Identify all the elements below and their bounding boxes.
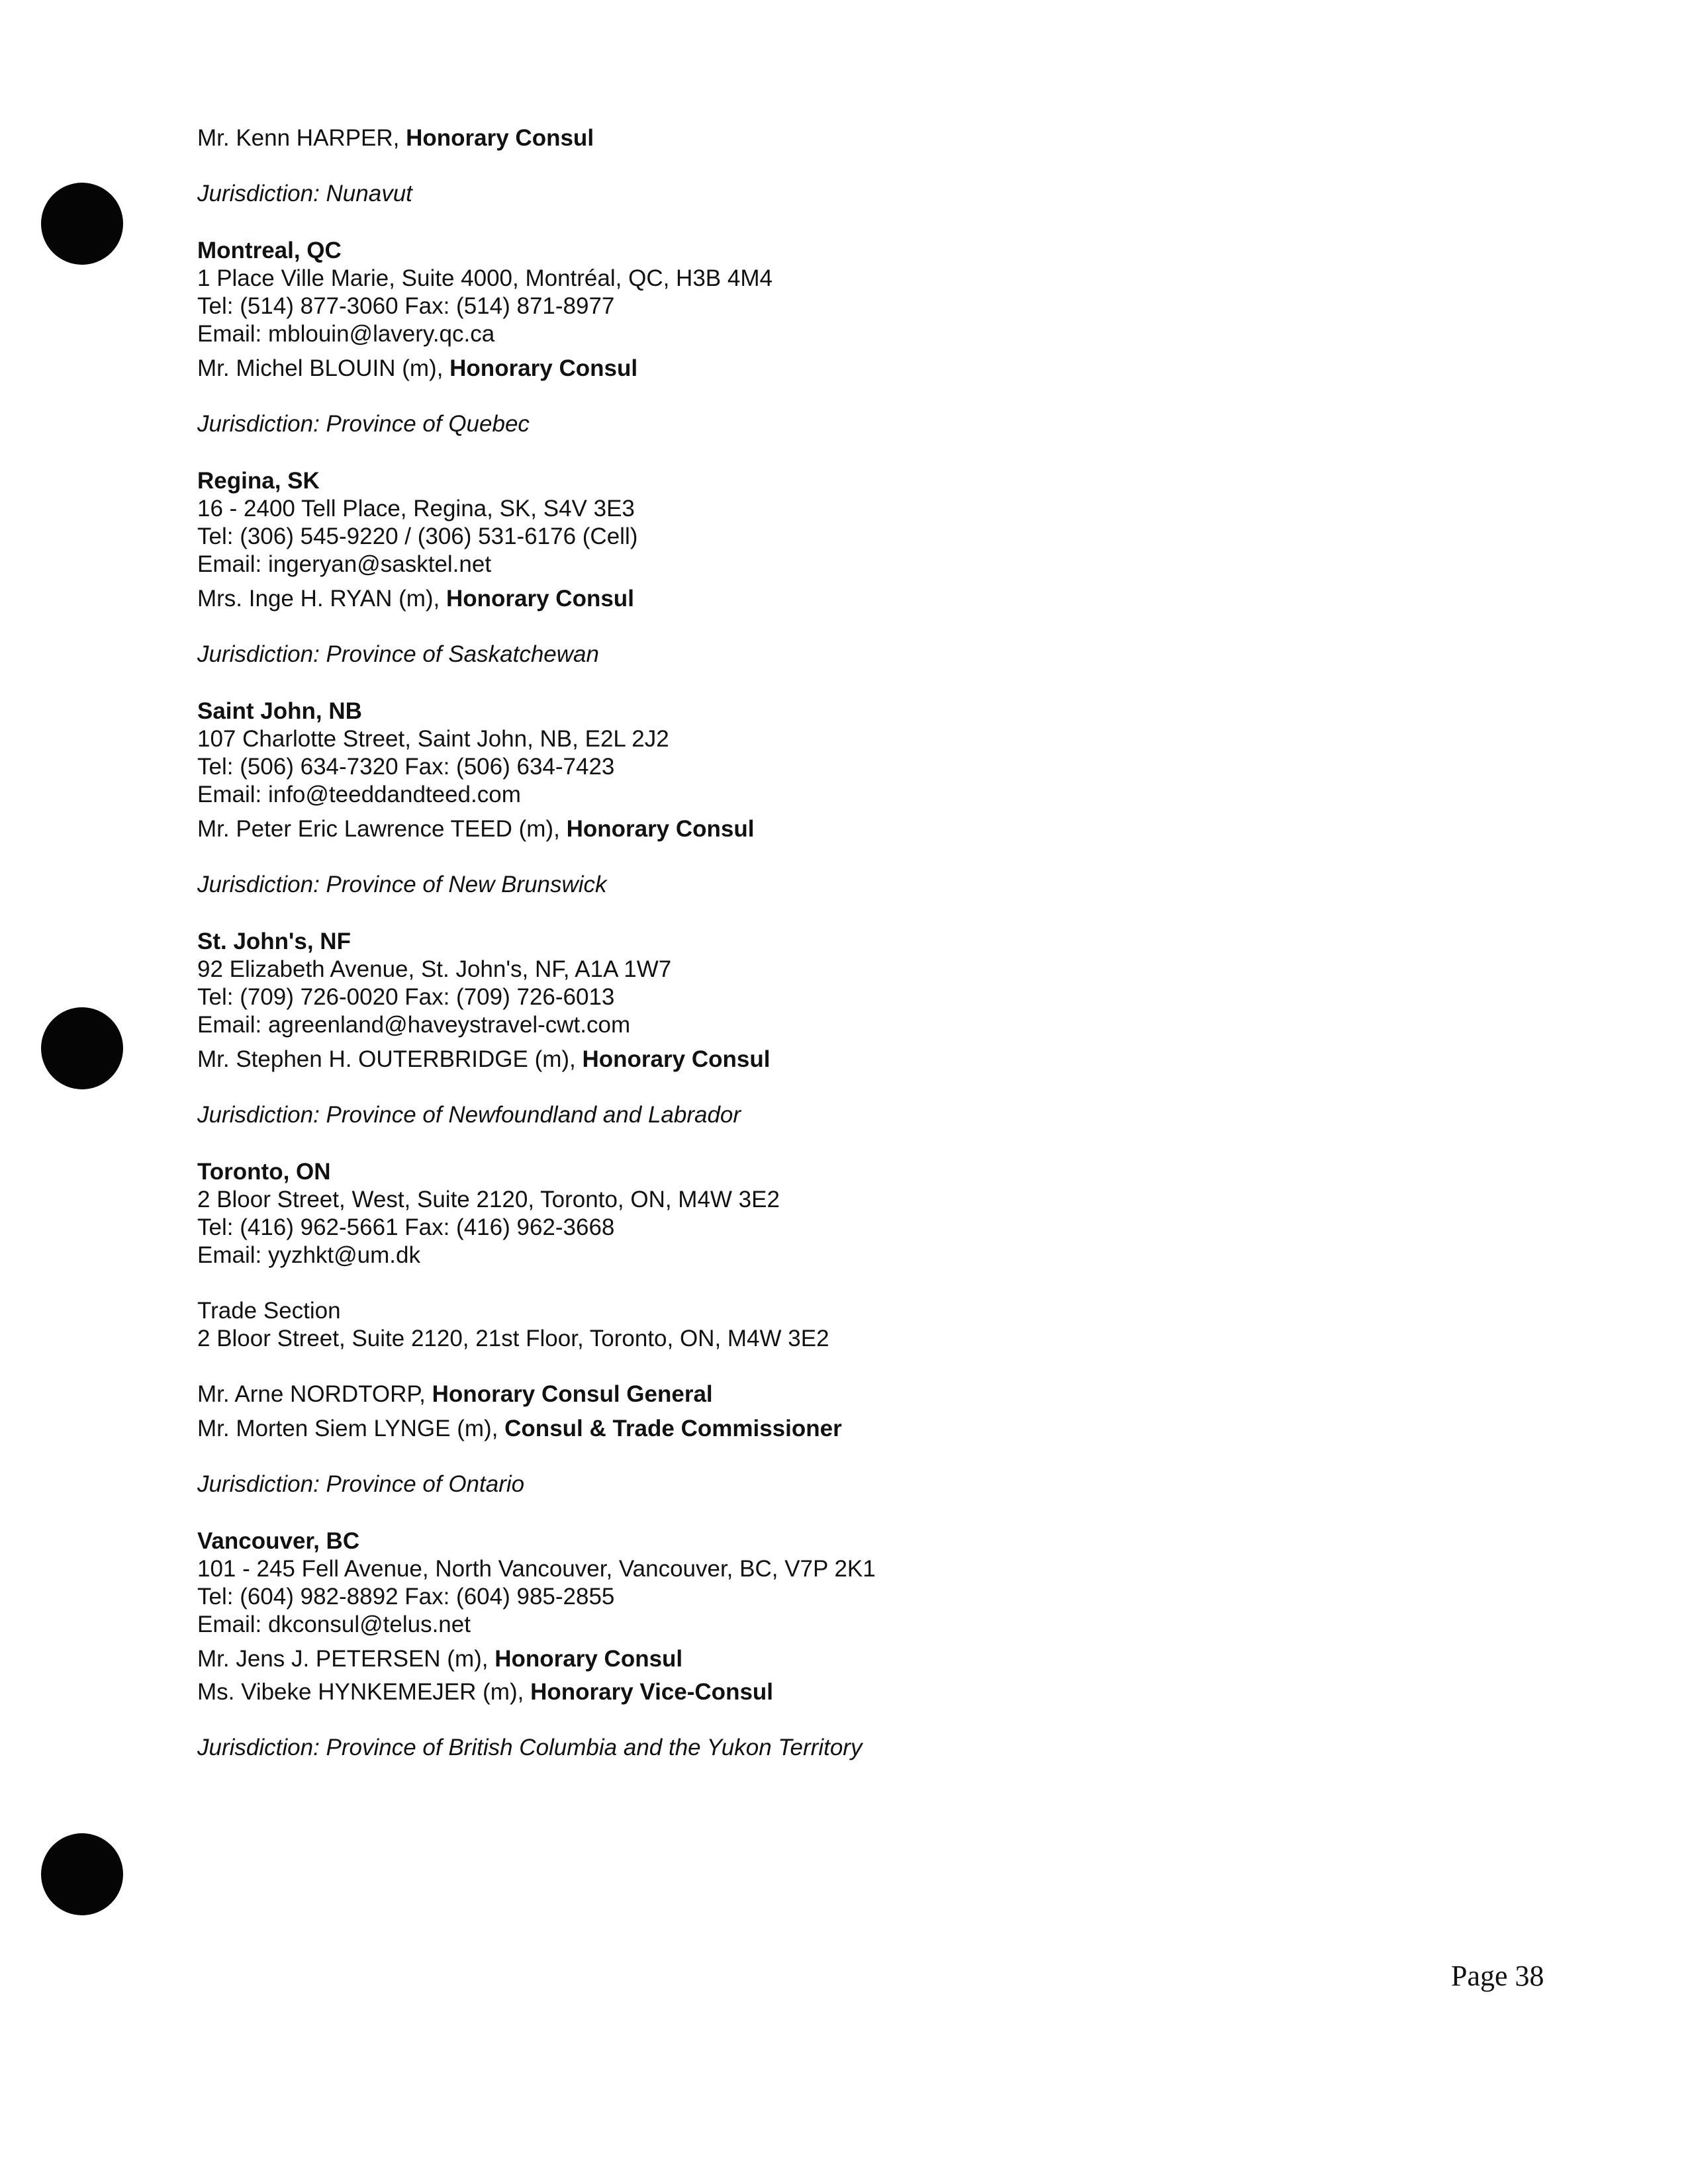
person-line [197, 1678, 1521, 1706]
city-heading: Toronto, ON [197, 1159, 331, 1185]
person-title: Honorary Consul General [432, 1381, 713, 1407]
address: 101 - 245 Fell Avenue, North Vancouver, Vancouver, BC, V7P 2K1 [197, 1556, 876, 1582]
person-line [197, 355, 1521, 383]
person-name: Mr. Jens J. PETERSEN (m), [197, 1646, 489, 1672]
person-title: Honorary Consul [582, 1046, 771, 1072]
phone-fax: Tel: (306) 545-9220 / (306) 531-6176 (Cell) [197, 523, 638, 549]
phone-fax: Tel: (709) 726-0020 Fax: (709) 726-6013 [197, 984, 615, 1010]
person-line [197, 815, 1521, 843]
address: 1 Place Ville Marie, Suite 4000, Montréal, QC, H3B 4M4 [197, 265, 773, 291]
city-heading: Saint John, NB [197, 698, 362, 724]
email: Email: mblouin@lavery.qc.ca [197, 321, 495, 347]
entry-st-johns [197, 928, 1521, 1129]
email: Email: yyzhkt@um.dk [197, 1242, 420, 1268]
entry-saint-john [197, 698, 1521, 899]
city-heading: Vancouver, BC [197, 1528, 360, 1554]
page-number: Page 38 [1451, 1960, 1544, 1992]
punch-hole-top [41, 183, 123, 265]
person-name: Ms. Vibeke HYNKEMEJER (m), [197, 1679, 524, 1705]
jurisdiction: Jurisdiction: Province of Saskatchewan [197, 641, 599, 667]
jurisdiction: Jurisdiction: Nunavut [197, 181, 412, 206]
city-heading: Regina, SK [197, 468, 320, 494]
city-heading: Montreal, QC [197, 238, 342, 263]
person-title: Honorary Consul [406, 125, 594, 151]
person-name: Mr. Stephen H. OUTERBRIDGE (m), [197, 1046, 576, 1072]
person-line [197, 1645, 1521, 1673]
punch-hole-middle [41, 1007, 123, 1089]
address: 2 Bloor Street, West, Suite 2120, Toronto, ON, M4W 3E2 [197, 1187, 780, 1212]
person-line [197, 124, 1521, 152]
phone-fax: Tel: (514) 877-3060 Fax: (514) 871-8977 [197, 293, 615, 319]
phone-fax: Tel: (416) 962-5661 Fax: (416) 962-3668 [197, 1214, 615, 1240]
person-title: Honorary Vice-Consul [530, 1679, 774, 1705]
email: Email: info@teeddandteed.com [197, 782, 521, 807]
address: 92 Elizabeth Avenue, St. John's, NF, A1A 1W7 [197, 956, 672, 982]
person-title: Honorary Consul [566, 816, 755, 842]
person-name: Mr. Michel BLOUIN (m), [197, 355, 444, 381]
trade-section-address: 2 Bloor Street, Suite 2120, 21st Floor, Toronto, ON, M4W 3E2 [197, 1326, 829, 1351]
jurisdiction: Jurisdiction: Province of Ontario [197, 1471, 525, 1497]
address: 107 Charlotte Street, Saint John, NB, E2L 2J2 [197, 726, 669, 752]
city-heading: St. John's, NF [197, 929, 351, 954]
phone-fax: Tel: (604) 982-8892 Fax: (604) 985-2855 [197, 1584, 615, 1610]
person-name: Mr. Peter Eric Lawrence TEED (m), [197, 816, 560, 842]
person-name: Mr. Morten Siem LYNGE (m), [197, 1416, 498, 1441]
phone-fax: Tel: (506) 634-7320 Fax: (506) 634-7423 [197, 754, 615, 780]
entry-montreal [197, 237, 1521, 438]
intro-section [197, 124, 1521, 208]
address: 16 - 2400 Tell Place, Regina, SK, S4V 3E3 [197, 496, 635, 522]
person-name: Mr. Kenn HARPER, [197, 125, 400, 151]
spacer [197, 1269, 1521, 1297]
email: Email: dkconsul@telus.net [197, 1612, 471, 1637]
jurisdiction: Jurisdiction: Province of British Columbia and the Yukon Territory [197, 1735, 863, 1760]
person-name: Mrs. Inge H. RYAN (m), [197, 586, 440, 612]
person-line [197, 585, 1521, 613]
jurisdiction: Jurisdiction: Province of New Brunswick [197, 872, 607, 897]
consulate-listing [197, 124, 1521, 1791]
person-name: Mr. Arne NORDTORP, [197, 1381, 426, 1407]
punch-hole-bottom [41, 1833, 123, 1915]
entry-vancouver [197, 1527, 1521, 1762]
person-title: Honorary Consul [449, 355, 638, 381]
email: Email: agreenland@haveystravel-cwt.com [197, 1012, 631, 1038]
person-line [197, 1381, 1521, 1408]
entry-toronto [197, 1158, 1521, 1498]
person-title: Honorary Consul [494, 1646, 683, 1672]
entry-regina [197, 467, 1521, 668]
person-title: Honorary Consul [446, 586, 634, 612]
email: Email: ingeryan@sasktel.net [197, 551, 492, 577]
jurisdiction: Jurisdiction: Province of Newfoundland and Labrador [197, 1102, 741, 1128]
jurisdiction: Jurisdiction: Province of Quebec [197, 411, 530, 437]
person-title: Consul & Trade Commissioner [504, 1416, 842, 1441]
person-line [197, 1415, 1521, 1443]
person-line [197, 1046, 1521, 1073]
trade-section-label: Trade Section [197, 1298, 341, 1324]
spacer [197, 1353, 1521, 1381]
